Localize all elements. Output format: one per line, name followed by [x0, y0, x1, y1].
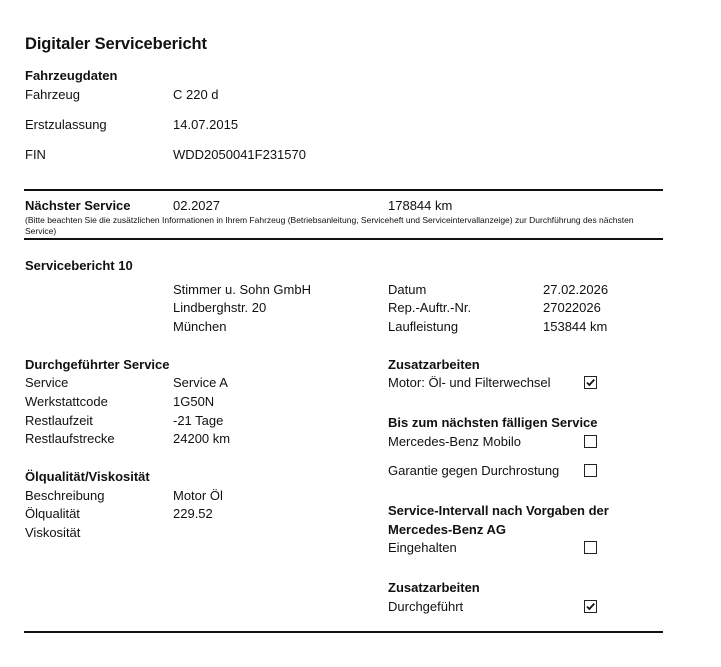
vehicle-value-erstzulassung: 14.07.2015 [173, 117, 239, 132]
interval-heading-line1: Service-Intervall nach Vorgaben der [388, 503, 609, 518]
workshop-street: Lindberghstr. 20 [173, 300, 267, 315]
oil-label-oelqualitaet: Ölqualität [25, 506, 80, 521]
until-next-item-label: Mercedes-Benz Mobilo [388, 434, 521, 449]
eingehalten-checkbox[interactable] [584, 541, 597, 554]
vehicle-heading: Fahrzeugdaten [25, 68, 118, 83]
next-service-heading: Nächster Service [25, 198, 131, 213]
performed-value-restlaufstrecke: 24200 km [173, 431, 231, 446]
until-next-item-label: Garantie gegen Durchrostung [388, 463, 560, 478]
durchrostung-checkbox[interactable] [584, 464, 597, 477]
report-label-laufleistung: Laufleistung [388, 319, 459, 334]
interval-heading-line2: Mercedes-Benz AG [388, 522, 506, 537]
performed-label-werkstattcode: Werkstattcode [25, 394, 108, 409]
page-title: Digitaler Servicebericht [25, 35, 207, 53]
oil-heading: Ölqualität/Viskosität [25, 469, 150, 484]
interval-item-label: Eingehalten [388, 540, 457, 555]
vehicle-label-erstzulassung: Erstzulassung [25, 117, 107, 132]
performed-heading: Durchgeführter Service [25, 357, 170, 372]
next-service-mileage: 178844 km [388, 198, 453, 213]
performed-value-service: Service A [173, 375, 228, 390]
extra-work-item-label: Motor: Öl- und Filterwechsel [388, 375, 551, 390]
report-value-laufleistung: 153844 km [543, 319, 608, 334]
extra-work-heading: Zusatzarbeiten [388, 357, 480, 372]
divider [24, 238, 663, 240]
until-next-heading: Bis zum nächsten fälligen Service [388, 415, 598, 430]
report-value-auftrag: 27022026 [543, 300, 601, 315]
report-heading: Servicebericht 10 [25, 258, 133, 273]
report-value-datum: 27.02.2026 [543, 282, 609, 297]
next-service-note: (Bitte beachten Sie die zusätzlichen Informationen in Ihrem Fahrzeug (Betriebsanleitung, Serviceheft und Serviceintervallanzeige) zur Durchführung des nächsten Service) [25, 215, 634, 236]
report-label-auftrag: Rep.-Auftr.-Nr. [388, 300, 472, 315]
vehicle-value-fin: WDD2050041F231570 [173, 147, 306, 162]
divider [24, 189, 663, 191]
extra-work-checkbox[interactable] [584, 376, 597, 389]
workshop-name: Stimmer u. Sohn GmbH [173, 282, 311, 297]
oil-label-viskositaet: Viskosität [25, 525, 81, 540]
divider [24, 631, 663, 633]
performed-value-restlaufzeit: -21 Tage [173, 413, 224, 428]
extra-work2-item-label: Durchgeführt [388, 599, 464, 614]
performed-label-restlaufstrecke: Restlaufstrecke [25, 431, 115, 446]
next-service-date: 02.2027 [173, 198, 220, 213]
checkmark-icon [585, 377, 596, 388]
oil-value-beschreibung: Motor Öl [173, 488, 223, 503]
vehicle-value-fahrzeug: C 220 d [173, 87, 219, 102]
performed-value-werkstattcode: 1G50N [173, 394, 215, 409]
report-label-datum: Datum [388, 282, 427, 297]
vehicle-label-fin: FIN [25, 147, 46, 162]
vehicle-label-fahrzeug: Fahrzeug [25, 87, 80, 102]
checkmark-icon [585, 601, 596, 612]
oil-label-beschreibung: Beschreibung [25, 488, 105, 503]
mobilo-checkbox[interactable] [584, 435, 597, 448]
performed-label-restlaufzeit: Restlaufzeit [25, 413, 93, 428]
performed-label-service: Service [25, 375, 69, 390]
durchgefuehrt-checkbox[interactable] [584, 600, 597, 613]
extra-work2-heading: Zusatzarbeiten [388, 580, 480, 595]
workshop-city: München [173, 319, 227, 334]
oil-value-oelqualitaet: 229.52 [173, 506, 213, 521]
